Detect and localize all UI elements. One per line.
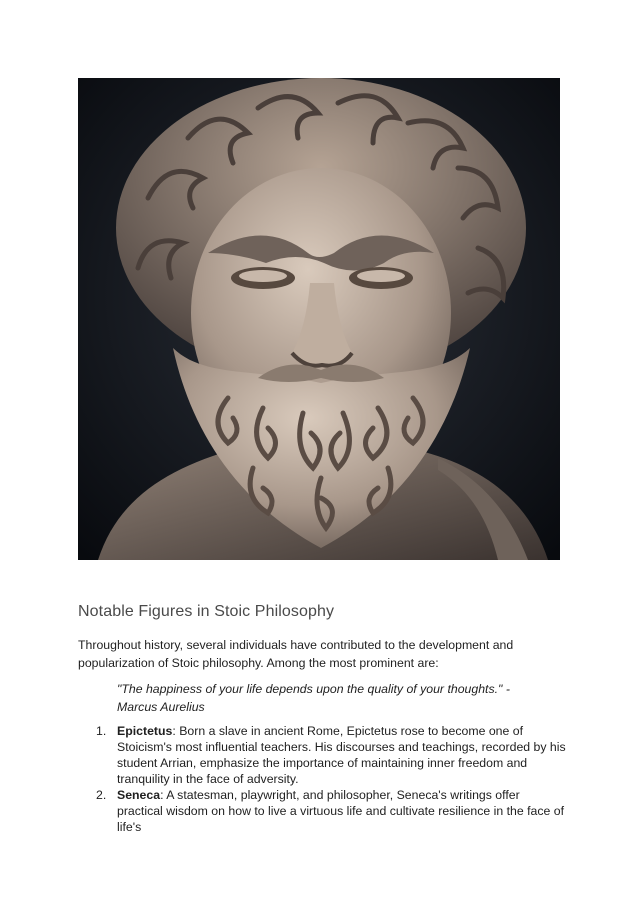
figure-description: : Born a slave in ancient Rome, Epictetus rose to become one of Stoicism's most influential teachers. His discourses and teachings, recorded by his student Arrian, emphasize the importance of maintaining inner freedom and tranquility in the face of adversity. xyxy=(117,724,566,786)
notable-figures-list xyxy=(78,723,568,835)
list-item-number: 2. xyxy=(96,788,107,802)
section-heading: Notable Figures in Stoic Philosophy xyxy=(78,603,335,620)
figure-name: Epictetus xyxy=(117,724,173,738)
figure-name: Seneca xyxy=(117,788,161,802)
philosopher-bust-image xyxy=(78,78,560,560)
list-item xyxy=(78,787,568,835)
quote-marcus-aurelius: "The happiness of your life depends upon the quality of your thoughts." - Marcus Aurelius xyxy=(117,682,510,714)
figure-description: : A statesman, playwright, and philosopher, Seneca's writings offer practical wisdom on how to live a virtuous life and cultivate resilience in the face of life's xyxy=(117,788,565,834)
list-item xyxy=(78,723,568,787)
list-item-number: 1. xyxy=(96,724,107,738)
intro-paragraph: Throughout history, several individuals have contributed to the development and popularization of Stoic philosophy. Among the most prominent are: xyxy=(78,638,514,670)
